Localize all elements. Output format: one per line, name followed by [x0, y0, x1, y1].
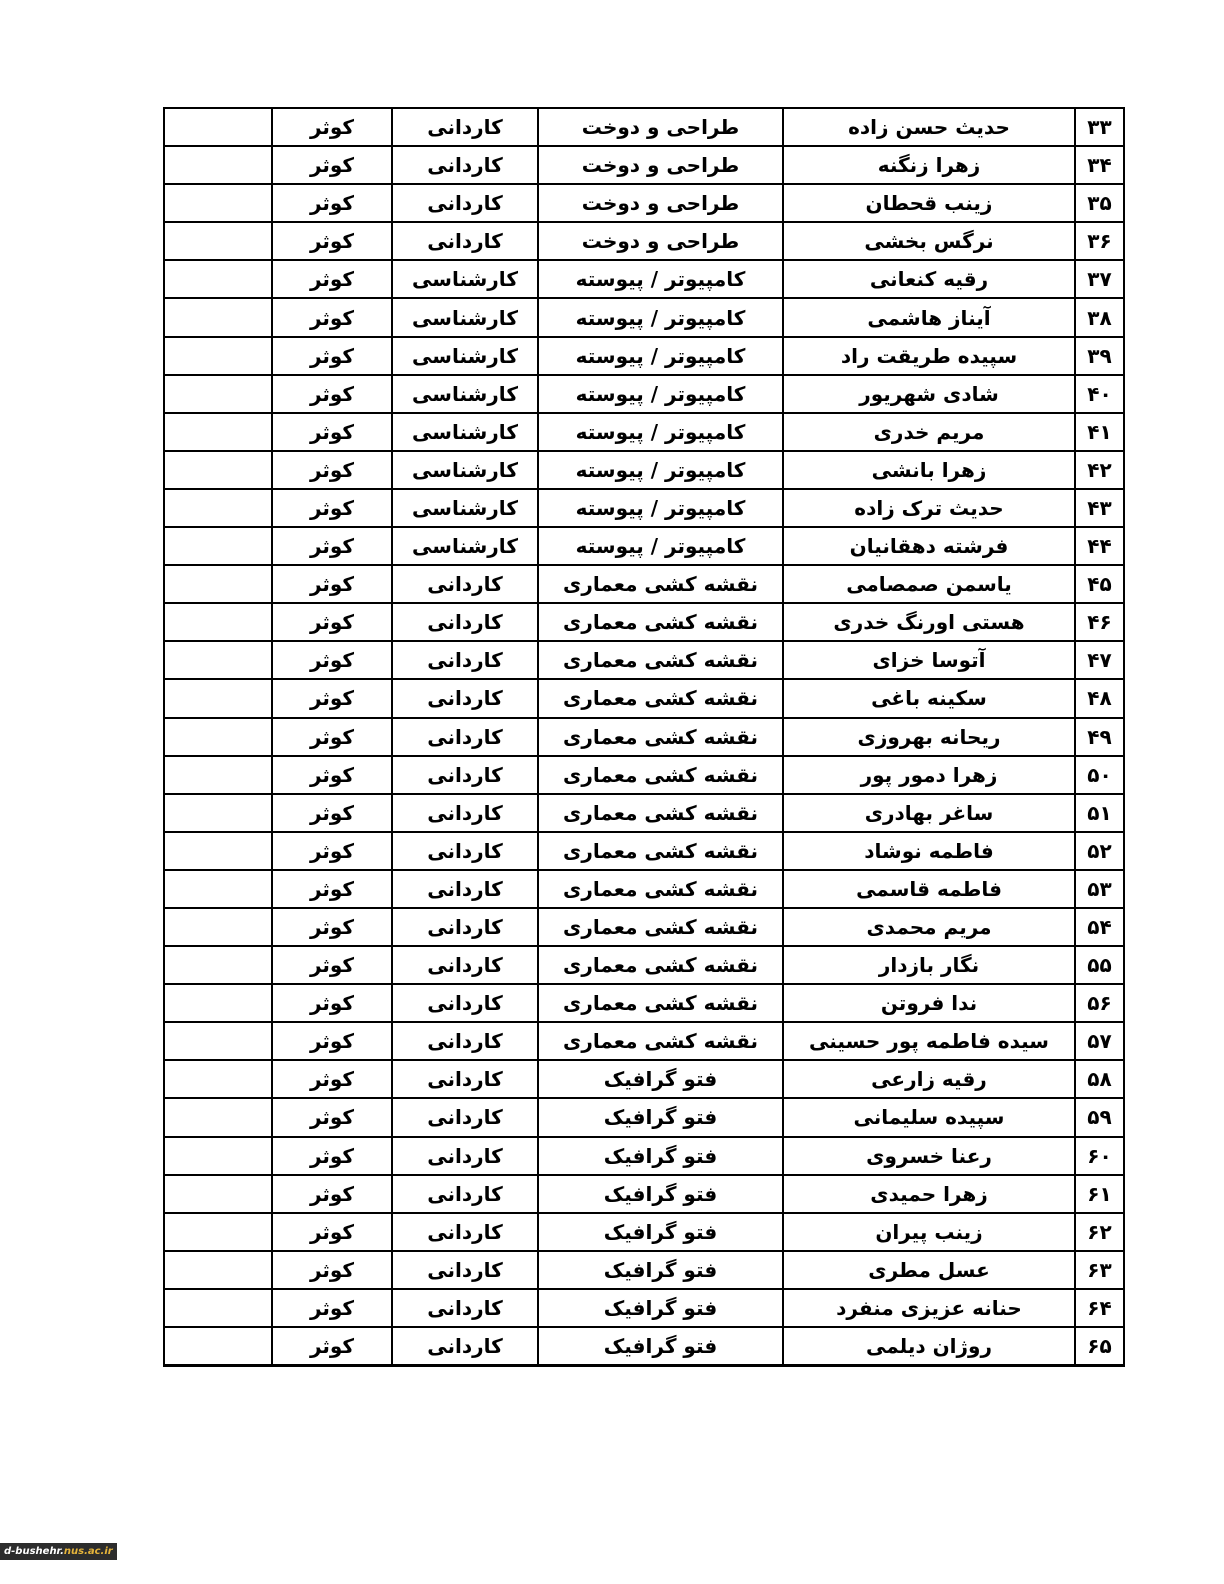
table-row — [164, 260, 1124, 298]
student-name-cell: زینب پیران — [783, 1213, 1075, 1251]
table-row — [164, 1327, 1124, 1366]
field-of-study-cell: فتو گرافیک — [538, 1251, 783, 1289]
table-row — [164, 413, 1124, 451]
campus-cell: کوثر — [272, 146, 392, 184]
note-cell — [164, 146, 272, 184]
campus-cell: کوثر — [272, 832, 392, 870]
row-number-cell: ۵۷ — [1075, 1022, 1124, 1060]
field-of-study-cell: کامپیوتر / پیوسته — [538, 413, 783, 451]
note-cell — [164, 489, 272, 527]
note-cell — [164, 603, 272, 641]
table-row — [164, 1213, 1124, 1251]
student-name-cell: سیده فاطمه پور حسینی — [783, 1022, 1075, 1060]
campus-cell: کوثر — [272, 413, 392, 451]
student-name-cell: زهرا بانشی — [783, 451, 1075, 489]
note-cell — [164, 1137, 272, 1175]
table-row — [164, 527, 1124, 565]
field-of-study-cell: نقشه کشی معماری — [538, 832, 783, 870]
campus-cell: کوثر — [272, 222, 392, 260]
row-number-cell: ۴۷ — [1075, 641, 1124, 679]
degree-level-cell: کاردانی — [392, 565, 538, 603]
campus-cell: کوثر — [272, 794, 392, 832]
campus-cell: کوثر — [272, 679, 392, 717]
degree-level-cell: کاردانی — [392, 984, 538, 1022]
row-number-cell: ۶۲ — [1075, 1213, 1124, 1251]
table-row — [164, 375, 1124, 413]
watermark-prefix: d-bushehr. — [4, 1546, 64, 1557]
field-of-study-cell: کامپیوتر / پیوسته — [538, 337, 783, 375]
table-row — [164, 1251, 1124, 1289]
table-row — [164, 1098, 1124, 1136]
row-number-cell: ۵۸ — [1075, 1060, 1124, 1098]
row-number-cell: ۳۳ — [1075, 108, 1124, 146]
field-of-study-cell: کامپیوتر / پیوسته — [538, 298, 783, 336]
campus-cell: کوثر — [272, 984, 392, 1022]
table-row — [164, 946, 1124, 984]
row-number-cell: ۳۷ — [1075, 260, 1124, 298]
field-of-study-cell: طراحی و دوخت — [538, 222, 783, 260]
field-of-study-cell: نقشه کشی معماری — [538, 870, 783, 908]
note-cell — [164, 984, 272, 1022]
campus-cell: کوثر — [272, 756, 392, 794]
campus-cell: کوثر — [272, 1098, 392, 1136]
field-of-study-cell: نقشه کشی معماری — [538, 1022, 783, 1060]
field-of-study-cell: کامپیوتر / پیوسته — [538, 489, 783, 527]
student-name-cell: رقیه کنعانی — [783, 260, 1075, 298]
student-name-cell: مریم محمدی — [783, 908, 1075, 946]
row-number-cell: ۴۸ — [1075, 679, 1124, 717]
field-of-study-cell: نقشه کشی معماری — [538, 718, 783, 756]
field-of-study-cell: فتو گرافیک — [538, 1327, 783, 1366]
note-cell — [164, 756, 272, 794]
student-name-cell: آتوسا خزای — [783, 641, 1075, 679]
note-cell — [164, 108, 272, 146]
note-cell — [164, 1327, 272, 1366]
row-number-cell: ۴۶ — [1075, 603, 1124, 641]
student-name-cell: سکینه باغی — [783, 679, 1075, 717]
campus-cell: کوثر — [272, 946, 392, 984]
degree-level-cell: کاردانی — [392, 718, 538, 756]
table-row — [164, 184, 1124, 222]
table-row — [164, 984, 1124, 1022]
table-row — [164, 679, 1124, 717]
note-cell — [164, 222, 272, 260]
note-cell — [164, 1098, 272, 1136]
note-cell — [164, 260, 272, 298]
degree-level-cell: کارشناسی — [392, 527, 538, 565]
student-name-cell: ریحانه بهروزی — [783, 718, 1075, 756]
row-number-cell: ۳۹ — [1075, 337, 1124, 375]
note-cell — [164, 1060, 272, 1098]
campus-cell: کوثر — [272, 298, 392, 336]
degree-level-cell: کاردانی — [392, 832, 538, 870]
degree-level-cell: کاردانی — [392, 756, 538, 794]
table-row — [164, 1060, 1124, 1098]
degree-level-cell: کارشناسی — [392, 489, 538, 527]
row-number-cell: ۶۰ — [1075, 1137, 1124, 1175]
row-number-cell: ۴۹ — [1075, 718, 1124, 756]
degree-level-cell: کاردانی — [392, 1251, 538, 1289]
table-row — [164, 641, 1124, 679]
degree-level-cell: کاردانی — [392, 222, 538, 260]
table-row — [164, 1289, 1124, 1327]
student-name-cell: آیناز هاشمی — [783, 298, 1075, 336]
table-row — [164, 832, 1124, 870]
field-of-study-cell: فتو گرافیک — [538, 1098, 783, 1136]
student-name-cell: حدیث ترک زاده — [783, 489, 1075, 527]
note-cell — [164, 1289, 272, 1327]
degree-level-cell: کاردانی — [392, 603, 538, 641]
table-row — [164, 908, 1124, 946]
degree-level-cell: کاردانی — [392, 1137, 538, 1175]
student-name-cell: نرگس بخشی — [783, 222, 1075, 260]
degree-level-cell: کاردانی — [392, 1098, 538, 1136]
row-number-cell: ۵۱ — [1075, 794, 1124, 832]
campus-cell: کوثر — [272, 908, 392, 946]
degree-level-cell: کاردانی — [392, 1289, 538, 1327]
note-cell — [164, 679, 272, 717]
note-cell — [164, 375, 272, 413]
note-cell — [164, 298, 272, 336]
field-of-study-cell: فتو گرافیک — [538, 1213, 783, 1251]
field-of-study-cell: فتو گرافیک — [538, 1289, 783, 1327]
degree-level-cell: کاردانی — [392, 1060, 538, 1098]
campus-cell: کوثر — [272, 375, 392, 413]
field-of-study-cell: نقشه کشی معماری — [538, 641, 783, 679]
note-cell — [164, 337, 272, 375]
student-name-cell: سپیده سلیمانی — [783, 1098, 1075, 1136]
field-of-study-cell: طراحی و دوخت — [538, 184, 783, 222]
degree-level-cell: کارشناسی — [392, 413, 538, 451]
field-of-study-cell: نقشه کشی معماری — [538, 565, 783, 603]
campus-cell: کوثر — [272, 718, 392, 756]
student-name-cell: مریم خدری — [783, 413, 1075, 451]
student-name-cell: فاطمه قاسمی — [783, 870, 1075, 908]
degree-level-cell: کارشناسی — [392, 260, 538, 298]
student-name-cell: روژان دیلمی — [783, 1327, 1075, 1366]
field-of-study-cell: کامپیوتر / پیوسته — [538, 260, 783, 298]
student-name-cell: حنانه عزیزی منفرد — [783, 1289, 1075, 1327]
field-of-study-cell: کامپیوتر / پیوسته — [538, 527, 783, 565]
campus-cell: کوثر — [272, 337, 392, 375]
note-cell — [164, 1213, 272, 1251]
table-row — [164, 337, 1124, 375]
campus-cell: کوثر — [272, 184, 392, 222]
note-cell — [164, 413, 272, 451]
campus-cell: کوثر — [272, 641, 392, 679]
campus-cell: کوثر — [272, 870, 392, 908]
campus-cell: کوثر — [272, 1251, 392, 1289]
campus-cell: کوثر — [272, 565, 392, 603]
degree-level-cell: کاردانی — [392, 108, 538, 146]
row-number-cell: ۴۴ — [1075, 527, 1124, 565]
row-number-cell: ۳۶ — [1075, 222, 1124, 260]
table-row — [164, 565, 1124, 603]
degree-level-cell: کاردانی — [392, 1213, 538, 1251]
row-number-cell: ۳۵ — [1075, 184, 1124, 222]
row-number-cell: ۶۳ — [1075, 1251, 1124, 1289]
campus-cell: کوثر — [272, 1327, 392, 1366]
student-name-cell: زهرا زنگنه — [783, 146, 1075, 184]
degree-level-cell: کاردانی — [392, 1175, 538, 1213]
row-number-cell: ۵۵ — [1075, 946, 1124, 984]
roster-table-body — [164, 108, 1124, 1366]
note-cell — [164, 1251, 272, 1289]
field-of-study-cell: نقشه کشی معماری — [538, 908, 783, 946]
field-of-study-cell: نقشه کشی معماری — [538, 756, 783, 794]
table-row — [164, 718, 1124, 756]
student-name-cell: عسل مطری — [783, 1251, 1075, 1289]
table-row — [164, 756, 1124, 794]
campus-cell: کوثر — [272, 1022, 392, 1060]
campus-cell: کوثر — [272, 1137, 392, 1175]
table-row — [164, 1175, 1124, 1213]
field-of-study-cell: نقشه کشی معماری — [538, 603, 783, 641]
row-number-cell: ۴۰ — [1075, 375, 1124, 413]
table-row — [164, 489, 1124, 527]
note-cell — [164, 641, 272, 679]
table-row — [164, 1022, 1124, 1060]
student-roster-table — [163, 107, 1125, 1367]
student-name-cell: نگار بازدار — [783, 946, 1075, 984]
campus-cell: کوثر — [272, 260, 392, 298]
table-row — [164, 146, 1124, 184]
field-of-study-cell: نقشه کشی معماری — [538, 794, 783, 832]
field-of-study-cell: فتو گرافیک — [538, 1175, 783, 1213]
student-name-cell: هستی اورنگ خدری — [783, 603, 1075, 641]
table-row — [164, 603, 1124, 641]
note-cell — [164, 870, 272, 908]
site-watermark — [0, 1543, 117, 1560]
degree-level-cell: کارشناسی — [392, 451, 538, 489]
campus-cell: کوثر — [272, 108, 392, 146]
field-of-study-cell: طراحی و دوخت — [538, 146, 783, 184]
note-cell — [164, 1175, 272, 1213]
field-of-study-cell: کامپیوتر / پیوسته — [538, 451, 783, 489]
student-name-cell: فاطمه نوشاد — [783, 832, 1075, 870]
table-row — [164, 298, 1124, 336]
student-name-cell: حدیث حسن زاده — [783, 108, 1075, 146]
note-cell — [164, 794, 272, 832]
degree-level-cell: کاردانی — [392, 908, 538, 946]
degree-level-cell: کارشناسی — [392, 337, 538, 375]
row-number-cell: ۴۲ — [1075, 451, 1124, 489]
campus-cell: کوثر — [272, 1213, 392, 1251]
note-cell — [164, 908, 272, 946]
watermark-suffix: nus.ac.ir — [63, 1546, 113, 1557]
campus-cell: کوثر — [272, 1175, 392, 1213]
row-number-cell: ۶۵ — [1075, 1327, 1124, 1366]
table-row — [164, 451, 1124, 489]
student-name-cell: رعنا خسروی — [783, 1137, 1075, 1175]
note-cell — [164, 1022, 272, 1060]
field-of-study-cell: طراحی و دوخت — [538, 108, 783, 146]
note-cell — [164, 527, 272, 565]
degree-level-cell: کاردانی — [392, 1022, 538, 1060]
campus-cell: کوثر — [272, 451, 392, 489]
degree-level-cell: کاردانی — [392, 946, 538, 984]
row-number-cell: ۶۱ — [1075, 1175, 1124, 1213]
student-name-cell: زینب قحطان — [783, 184, 1075, 222]
row-number-cell: ۳۸ — [1075, 298, 1124, 336]
student-name-cell: زهرا دمور پور — [783, 756, 1075, 794]
campus-cell: کوثر — [272, 527, 392, 565]
degree-level-cell: کارشناسی — [392, 375, 538, 413]
table-row — [164, 222, 1124, 260]
row-number-cell: ۵۴ — [1075, 908, 1124, 946]
table-row — [164, 1137, 1124, 1175]
degree-level-cell: کاردانی — [392, 794, 538, 832]
degree-level-cell: کارشناسی — [392, 298, 538, 336]
student-name-cell: رقیه زارعی — [783, 1060, 1075, 1098]
note-cell — [164, 718, 272, 756]
row-number-cell: ۴۱ — [1075, 413, 1124, 451]
roster-sheet — [163, 107, 1111, 1367]
field-of-study-cell: فتو گرافیک — [538, 1060, 783, 1098]
note-cell — [164, 184, 272, 222]
row-number-cell: ۵۳ — [1075, 870, 1124, 908]
row-number-cell: ۵۰ — [1075, 756, 1124, 794]
note-cell — [164, 451, 272, 489]
degree-level-cell: کاردانی — [392, 641, 538, 679]
note-cell — [164, 946, 272, 984]
table-row — [164, 870, 1124, 908]
row-number-cell: ۴۵ — [1075, 565, 1124, 603]
note-cell — [164, 565, 272, 603]
campus-cell: کوثر — [272, 489, 392, 527]
student-name-cell: ندا فروتن — [783, 984, 1075, 1022]
degree-level-cell: کاردانی — [392, 146, 538, 184]
degree-level-cell: کاردانی — [392, 870, 538, 908]
student-name-cell: فرشته دهقانیان — [783, 527, 1075, 565]
note-cell — [164, 832, 272, 870]
row-number-cell: ۵۶ — [1075, 984, 1124, 1022]
field-of-study-cell: نقشه کشی معماری — [538, 679, 783, 717]
student-name-cell: شادی شهریور — [783, 375, 1075, 413]
row-number-cell: ۶۴ — [1075, 1289, 1124, 1327]
field-of-study-cell: نقشه کشی معماری — [538, 984, 783, 1022]
row-number-cell: ۳۴ — [1075, 146, 1124, 184]
field-of-study-cell: نقشه کشی معماری — [538, 946, 783, 984]
field-of-study-cell: فتو گرافیک — [538, 1137, 783, 1175]
table-row — [164, 794, 1124, 832]
student-name-cell: سپیده طریقت راد — [783, 337, 1075, 375]
student-name-cell: زهرا حمیدی — [783, 1175, 1075, 1213]
field-of-study-cell: کامپیوتر / پیوسته — [538, 375, 783, 413]
campus-cell: کوثر — [272, 1060, 392, 1098]
row-number-cell: ۴۳ — [1075, 489, 1124, 527]
table-row — [164, 108, 1124, 146]
degree-level-cell: کاردانی — [392, 679, 538, 717]
degree-level-cell: کاردانی — [392, 1327, 538, 1366]
student-name-cell: یاسمن صمصامی — [783, 565, 1075, 603]
row-number-cell: ۵۹ — [1075, 1098, 1124, 1136]
degree-level-cell: کاردانی — [392, 184, 538, 222]
student-name-cell: ساغر بهادری — [783, 794, 1075, 832]
campus-cell: کوثر — [272, 1289, 392, 1327]
row-number-cell: ۵۲ — [1075, 832, 1124, 870]
campus-cell: کوثر — [272, 603, 392, 641]
